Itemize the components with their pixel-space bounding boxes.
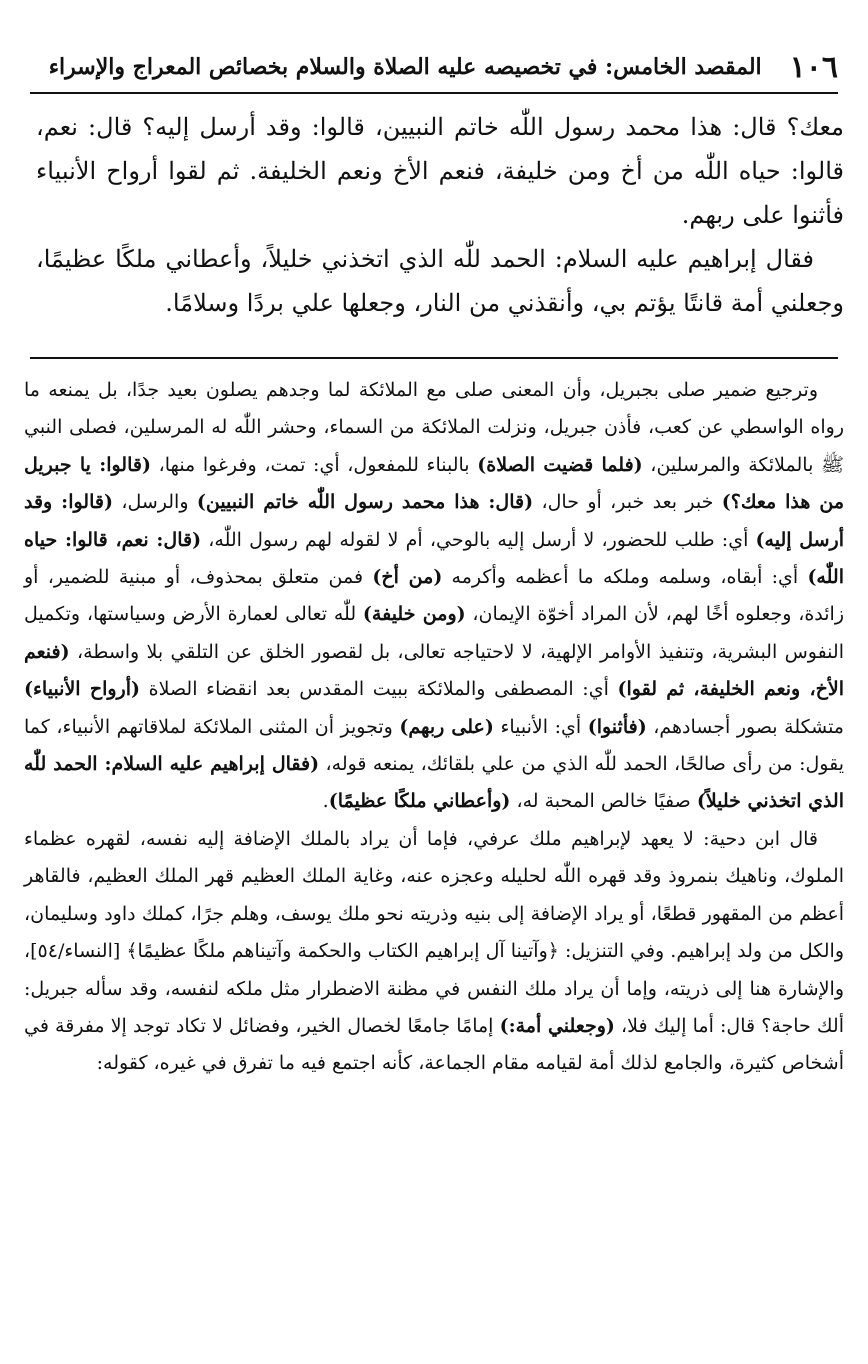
quoted-lemma: (قالوا: وقد أرسل إليه) xyxy=(24,491,845,551)
commentary-text: قال ابن دحية: لا يعهد لإبراهيم ملك عرفي، فإما أن يراد بالملك الإضافة إليه نفسه، لقهره عظماء الملوك، وناهيك بنمروذ وقد قهره اللّٰه لحليله وعجزه عنه، وغاية الملك العظيم قهر الملك العظيم، فالقاهر أعظم من المقهور قطعًا، أو يراد الإضافة إلى بنيه وذريته نحو ملك يوسف، وهلم جرًا، كملك داود وسليمان، والكل من ولد إبراهيم. وفي التنزيل: ﴿وآتينا آل إبراهيم الكتاب والحكمة وآتيناهم ملكًا عظيمًا﴾ [النساء/٥٤]، والإشارة هنا إلى ذريته، وإما أن يراد ملك النفس في مظنة الاضطرار مثل ملكه لنفسه، وقد سأله جبريل: ألك حاجة؟ قال: أما إليك فلا، xyxy=(24,827,844,1037)
commentary xyxy=(24,372,844,1083)
commentary-paragraph-2 xyxy=(24,821,844,1083)
commentary-text: أي: أبقاه، وسلمه وملكه ما أعظمه وأكرمه xyxy=(442,566,808,589)
running-title: المقصد الخامس: في تخصيصه عليه الصلاة والسلام بخصائص المعراج والإسراء xyxy=(48,54,762,80)
commentary-text: أي: طلب للحضور، لا أرسل إليه بالوحي، أم لا لقوله لهم رسول اللّٰه، xyxy=(201,528,756,551)
quoted-lemma: (قال: نعم، قالوا: حياه اللّٰه) xyxy=(24,528,844,589)
quoted-lemma: (قال: هذا محمد رسول اللّٰه خاتم النبيين) xyxy=(196,491,534,514)
commentary-text: للّٰه تعالى لعمارة الأرض وسياستها، وتكميل النفوس البشرية، وتنفيذ الأوامر الإلهية، لا لاحتياجه تعالى، بل لقصور الخلق عن التلقي بلا واسطة، xyxy=(24,603,844,663)
commentary-text: بالبناء للمفعول، أي: تمت، وفرغوا منها، xyxy=(150,453,478,476)
main-text xyxy=(36,105,844,325)
quoted-lemma: (من أخ) xyxy=(372,566,443,589)
commentary-text: فمن متعلق بمحذوف، أو مبنية للضمير، أو زائدة، وجعلوه أخًا لهم، لأن المراد أخوّة الإيمان، xyxy=(24,566,844,626)
quoted-lemma: (على ربهم) xyxy=(399,715,494,738)
page-number: ١٠٦ xyxy=(789,49,838,85)
quoted-lemma: (وأعطاني ملكًا عظيمًا) xyxy=(328,790,511,813)
commentary-text: والرسل، xyxy=(112,491,197,514)
commentary-text: . xyxy=(322,790,329,813)
quoted-lemma: (ومن خليفة) xyxy=(362,603,466,626)
page-header xyxy=(30,42,838,94)
quoted-lemma: (فقال إبراهيم عليه السلام: الحمد للّٰه الذي اتخذني خليلاً) xyxy=(24,753,844,813)
commentary-text: إمامًا جامعًا لخصال الخير، وفضائل لا تكاد توجد إلا مفرقة في أشخاص كثيرة، والجامع لذلك أمة لقيامه مقام الجماعة، كأنه اجتمع فيه ما تفرق في غيره، كقوله: xyxy=(24,1014,844,1075)
main-paragraph-2: فقال إبراهيم عليه السلام: الحمد للّٰه الذي اتخذني خليلاً، وأعطاني ملكًا عظيمًا، وجعلني أمة قانتًا يؤتم بي، وأنقذني من النار، وجعلها علي بردًا وسلامًا. xyxy=(36,245,844,317)
commentary-paragraph-1 xyxy=(24,372,844,821)
quoted-lemma: (فلما قضيت الصلاة) xyxy=(477,453,643,476)
commentary-text: متشكلة بصور أجسادهم، xyxy=(646,715,844,738)
commentary-text: وتجويز أن المثنى الملائكة لملاقاتهم الأنبياء، كما يقول: من رأى صالحًا، الحمد للّٰه الذي من علي بلقائك، يمنعه قوله، xyxy=(24,715,845,776)
quoted-lemma: (وجعلني أمة:) xyxy=(499,1014,615,1037)
main-paragraph-1: معك؟ قال: هذا محمد رسول اللّٰه خاتم النبيين، قالوا: وقد أرسل إليه؟ قال: نعم، قالوا: حياه اللّٰه من أخ ومن خليفة، فنعم الأخ ونعم الخليفة. ثم لقوا أرواح الأنبياء فأثنوا على ربهم. xyxy=(36,113,844,229)
commentary-text: وترجيع ضمير صلى بجبريل، وأن المعنى صلى مع الملائكة لما وجدهم يصلون بعيد جدًا، بل يمنعه ما رواه الواسطي عن كعب، فأذن جبريل، ونزلت الملائكة من السماء، وحشر اللّٰه له المرسلين، فصلى النبي ﷺ بالملائكة والمرسلين، xyxy=(24,379,844,476)
commentary-text: أي: المصطفى والملائكة ببيت المقدس بعد انقضاء الصلاة xyxy=(140,678,618,701)
commentary-text: خبر بعد خبر، أو حال، xyxy=(533,491,722,514)
quoted-lemma: (قالوا: يا جبريل من هذا معك؟) xyxy=(24,453,845,514)
quoted-lemma: (فنعم الأخ، ونعم الخليفة، ثم لقوا) xyxy=(24,640,844,701)
quoted-lemma: (فأثنوا) xyxy=(587,715,647,738)
footnote-divider xyxy=(30,357,838,359)
commentary-text: صفيًا خالص المحبة له، xyxy=(510,790,697,813)
quoted-lemma: (أرواح الأنبياء) xyxy=(24,678,140,701)
commentary-text: أي: الأنبياء xyxy=(493,715,588,738)
